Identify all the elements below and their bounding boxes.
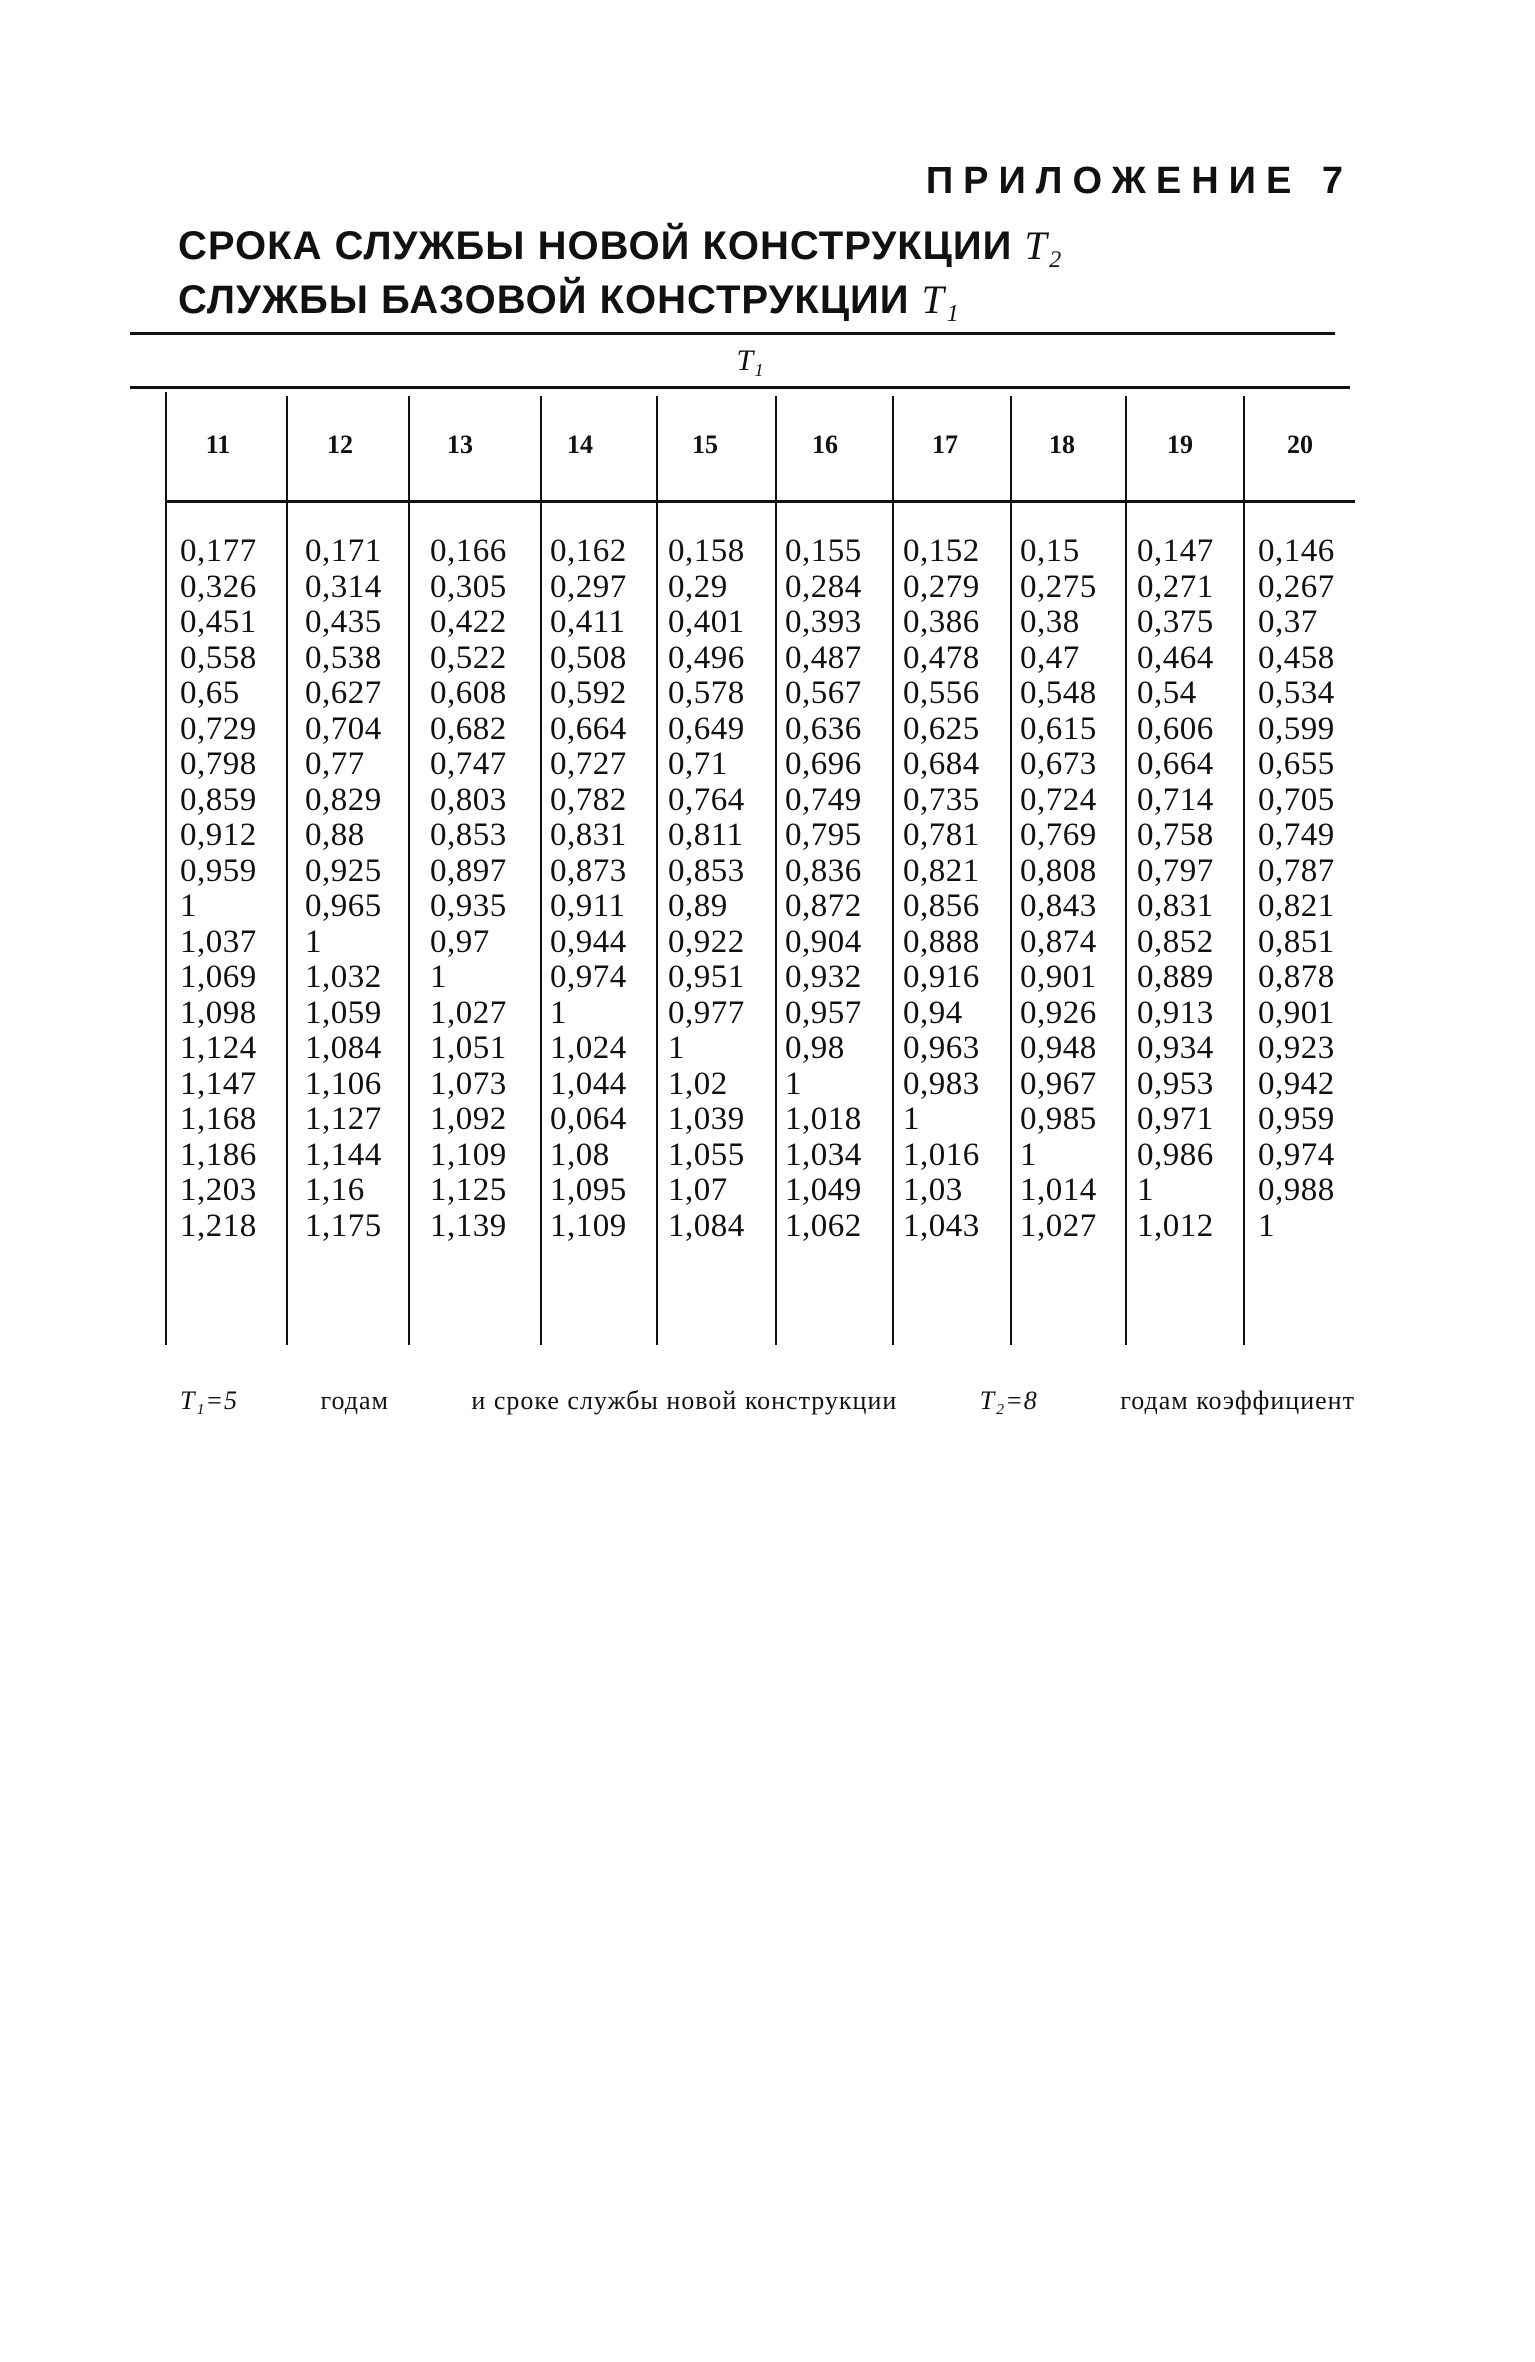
column-header-16: 16	[812, 430, 838, 459]
table-cell: 1,037	[180, 923, 257, 960]
table-cell: 1,186	[180, 1136, 257, 1173]
table-cell: 0,926	[1020, 994, 1097, 1031]
table-cell: 0,29	[668, 568, 728, 605]
table-cell: 0,912	[180, 817, 257, 853]
table-cell: 0,38	[1020, 604, 1080, 640]
table-cell: 0,853	[430, 817, 507, 853]
table-cell: 0,872	[785, 888, 862, 924]
table-cell: 0,275	[1020, 568, 1097, 605]
table-cell: 0,859	[180, 781, 257, 818]
table-cell: 0,77	[305, 746, 365, 782]
table-cell: 0,873	[550, 852, 627, 889]
table-cell: 0,798	[180, 746, 257, 782]
table-cell: 0,608	[430, 675, 507, 711]
table-cell: 0,152	[903, 533, 980, 569]
table-cell: 0,556	[903, 675, 980, 711]
table-cell: 1,043	[903, 1207, 980, 1244]
column-values-18	[1020, 534, 1097, 1244]
column-divider	[656, 396, 658, 1345]
column-divider	[1243, 396, 1245, 1345]
table-top-rule	[130, 332, 1335, 335]
table-cell: 0,959	[180, 852, 257, 889]
table-cell: 0,65	[180, 675, 240, 711]
table-cell: 1,032	[305, 959, 382, 995]
table-cell: 0,934	[1137, 1030, 1214, 1066]
table-cell: 0,922	[668, 923, 745, 960]
table-cell: 1,051	[430, 1030, 507, 1066]
table-cell: 0,889	[1137, 959, 1214, 995]
table-cell: 0,983	[903, 1065, 980, 1102]
table-cell: 0,94	[903, 994, 963, 1031]
table-cell: 1,016	[903, 1136, 980, 1173]
title-line-2-text: СЛУЖБЫ БАЗОВОЙ КОНСТРУКЦИИ	[178, 278, 910, 322]
table-cell: 1,139	[430, 1207, 507, 1244]
table-cell: 0,727	[550, 746, 627, 782]
table-cell: 0,386	[903, 604, 980, 640]
table-cell: 1	[785, 1065, 802, 1102]
column-divider	[1125, 396, 1127, 1345]
column-divider	[165, 392, 167, 1345]
table-cell: 0,508	[550, 639, 627, 676]
title-line-2	[178, 276, 960, 323]
table-cell: 0,538	[305, 639, 382, 676]
table-cell: 0,451	[180, 604, 257, 640]
column-values-12	[305, 534, 382, 1244]
table-cell: 1,084	[305, 1030, 382, 1066]
column-header-13: 13	[447, 430, 473, 459]
table-cell: 0,904	[785, 923, 862, 960]
table-cell: 1,027	[1020, 1207, 1097, 1244]
table-cell: 0,888	[903, 923, 980, 960]
column-header-19: 19	[1167, 430, 1193, 459]
column-header-18: 18	[1049, 430, 1075, 459]
table-cell: 0,985	[1020, 1101, 1097, 1137]
table-cell: 0,401	[668, 604, 745, 640]
table-cell: 0,696	[785, 746, 862, 782]
table-cell: 0,615	[1020, 710, 1097, 747]
table-cell: 0,435	[305, 604, 382, 640]
table-cell: 0,764	[668, 781, 745, 818]
table-cell: 0,279	[903, 568, 980, 605]
column-divider	[892, 396, 894, 1345]
table-cell: 0,422	[430, 604, 507, 640]
table-cell: 0,829	[305, 781, 382, 818]
table-cell: 0,064	[550, 1101, 627, 1137]
table-cell: 0,948	[1020, 1030, 1097, 1066]
table-cell: 1,012	[1137, 1207, 1214, 1244]
table-cell: 0,664	[550, 710, 627, 747]
table-cell: 0,558	[180, 639, 257, 676]
title-line-1	[178, 222, 1063, 269]
table-cell: 0,146	[1258, 533, 1335, 569]
column-divider	[775, 396, 777, 1345]
table-cell: 0,977	[668, 994, 745, 1031]
table-cell: 1,02	[668, 1065, 728, 1102]
table-cell: 1,08	[550, 1136, 610, 1173]
table-cell: 1,109	[550, 1207, 627, 1244]
table-cell: 0,923	[1258, 1030, 1335, 1066]
appendix-label: ПРИЛОЖЕНИЕ 7	[925, 160, 1353, 202]
table-cell: 0,925	[305, 852, 382, 889]
table-cell: 0,797	[1137, 852, 1214, 889]
table-cell: 0,314	[305, 568, 382, 605]
table-cell: 0,901	[1020, 959, 1097, 995]
table-cell: 0,957	[785, 994, 862, 1031]
table-cell: 0,284	[785, 568, 862, 605]
table-cell: 0,625	[903, 710, 980, 747]
table-cell: 1	[668, 1030, 685, 1066]
table-cell: 0,967	[1020, 1065, 1097, 1102]
column-values-13	[430, 534, 507, 1244]
table-cell: 0,98	[785, 1030, 845, 1066]
table-cell: 1,16	[305, 1172, 365, 1208]
table-cell: 1	[903, 1101, 920, 1137]
table-cell: 0,988	[1258, 1172, 1335, 1208]
table-cell: 0,831	[550, 817, 627, 853]
table-cell: 0,684	[903, 746, 980, 782]
table-cell: 1	[180, 888, 197, 924]
column-header-12: 12	[327, 430, 353, 459]
table-cell: 0,769	[1020, 817, 1097, 853]
table-cell: 0,729	[180, 710, 257, 747]
table-cell: 0,821	[903, 852, 980, 889]
table-cell: 0,795	[785, 817, 862, 853]
table-cell: 0,297	[550, 568, 627, 605]
table-cell: 0,682	[430, 710, 507, 747]
table-cell: 1,049	[785, 1172, 862, 1208]
table-cell: 0,974	[1258, 1136, 1335, 1173]
table-cell: 0,714	[1137, 781, 1214, 818]
table-cell: 0,487	[785, 639, 862, 676]
table-cell: 1,024	[550, 1030, 627, 1066]
footnote-t1: T₁=5	[180, 1386, 239, 1415]
group-header-rule	[130, 386, 1350, 389]
table-cell: 1,147	[180, 1065, 257, 1102]
column-values-19	[1137, 534, 1214, 1244]
table-cell: 0,47	[1020, 639, 1080, 676]
table-cell: 0,911	[550, 888, 626, 924]
table-cell: 0,162	[550, 533, 627, 569]
table-cell: 0,599	[1258, 710, 1335, 747]
table-cell: 1,095	[550, 1172, 627, 1208]
table-cell: 1,125	[430, 1172, 507, 1208]
table-cell: 0,724	[1020, 781, 1097, 818]
table-cell: 1,014	[1020, 1172, 1097, 1208]
table-cell: 1,055	[668, 1136, 745, 1173]
table-cell: 1,098	[180, 994, 257, 1031]
column-divider	[408, 396, 410, 1345]
table-cell: 0,155	[785, 533, 862, 569]
table-cell: 1,059	[305, 994, 382, 1031]
footnote	[180, 1386, 1355, 1416]
table-cell: 1	[430, 959, 447, 995]
table-cell: 1,092	[430, 1101, 507, 1137]
footnote-text-3: годам коэффициент	[1120, 1386, 1355, 1415]
table-cell: 1	[550, 994, 567, 1031]
table-cell: 0,856	[903, 888, 980, 924]
table-cell: 0,853	[668, 852, 745, 889]
table-cell: 0,522	[430, 639, 507, 676]
table-cell: 1,127	[305, 1101, 382, 1137]
table-cell: 0,97	[430, 923, 490, 960]
table-cell: 0,935	[430, 888, 507, 924]
column-values-20	[1258, 534, 1335, 1244]
table-cell: 0,673	[1020, 746, 1097, 782]
table-cell: 0,843	[1020, 888, 1097, 924]
table-cell: 0,548	[1020, 675, 1097, 711]
table-cell: 0,932	[785, 959, 862, 995]
table-cell: 1,069	[180, 959, 257, 995]
footnote-text-1: годам	[320, 1386, 389, 1415]
column-header-17: 17	[932, 430, 958, 459]
table-cell: 0,534	[1258, 675, 1335, 711]
title-line-1-text: СРОКА СЛУЖБЫ НОВОЙ КОНСТРУКЦИИ	[178, 224, 1013, 268]
table-cell: 0,375	[1137, 604, 1214, 640]
table-cell: 0,705	[1258, 781, 1335, 818]
table-cell: 1,034	[785, 1136, 862, 1173]
table-cell: 0,267	[1258, 568, 1335, 605]
table-cell: 0,916	[903, 959, 980, 995]
table-cell: 1,144	[305, 1136, 382, 1173]
table-cell: 1,109	[430, 1136, 507, 1173]
table-cell: 0,88	[305, 817, 365, 853]
table-cell: 1,018	[785, 1101, 862, 1137]
column-values-11	[180, 534, 257, 1244]
column-values-17	[903, 534, 980, 1244]
table-cell: 0,831	[1137, 888, 1214, 924]
table-cell: 0,942	[1258, 1065, 1335, 1102]
table-cell: 0,567	[785, 675, 862, 711]
group-header-label: T₁	[736, 344, 764, 377]
table-cell: 1,084	[668, 1207, 745, 1244]
table-cell: 0,851	[1258, 923, 1335, 960]
table-cell: 0,808	[1020, 852, 1097, 889]
table-cell: 1,203	[180, 1172, 257, 1208]
table-cell: 1,175	[305, 1207, 382, 1244]
column-values-16	[785, 534, 862, 1244]
table-cell: 1,027	[430, 994, 507, 1031]
table-cell: 0,326	[180, 568, 257, 605]
table-cell: 0,89	[668, 888, 728, 924]
table-cell: 1,106	[305, 1065, 382, 1102]
table-cell: 0,749	[1258, 817, 1335, 853]
table-cell: 0,464	[1137, 639, 1214, 676]
table-cell: 0,271	[1137, 568, 1214, 605]
table-cell: 1,073	[430, 1065, 507, 1102]
table-cell: 0,787	[1258, 852, 1335, 889]
table-cell: 0,959	[1258, 1101, 1335, 1137]
footnote-t2: T₂=8	[979, 1386, 1038, 1415]
table-cell: 0,158	[668, 533, 745, 569]
table-cell: 1,03	[903, 1172, 963, 1208]
column-divider	[286, 396, 288, 1345]
table-cell: 0,836	[785, 852, 862, 889]
table-cell: 0,37	[1258, 604, 1318, 640]
table-cell: 1,039	[668, 1101, 745, 1137]
table-cell: 0,747	[430, 746, 507, 782]
table-cell: 1,168	[180, 1101, 257, 1137]
table-cell: 0,874	[1020, 923, 1097, 960]
table-cell: 0,655	[1258, 746, 1335, 782]
column-values-14	[550, 534, 627, 1244]
table-cell: 1,124	[180, 1030, 257, 1066]
table-cell: 0,782	[550, 781, 627, 818]
table-cell: 0,664	[1137, 746, 1214, 782]
table-cell: 0,852	[1137, 923, 1214, 960]
table-cell: 0,758	[1137, 817, 1214, 853]
table-cell: 0,177	[180, 533, 257, 569]
table-cell: 1,07	[668, 1172, 728, 1208]
table-cell: 0,913	[1137, 994, 1214, 1031]
table-cell: 1	[1258, 1207, 1275, 1244]
table-cell: 0,166	[430, 533, 507, 569]
table-cell: 0,953	[1137, 1065, 1214, 1102]
title-line-1-symbol: T₂	[1024, 223, 1063, 268]
title-line-2-symbol: T₁	[921, 277, 960, 322]
column-header-rule	[165, 500, 1355, 503]
table-cell: 1,044	[550, 1065, 627, 1102]
table-cell: 0,458	[1258, 639, 1335, 676]
table-cell: 0,578	[668, 675, 745, 711]
table-cell: 0,811	[668, 817, 744, 853]
table-cell: 0,944	[550, 923, 627, 960]
table-cell: 0,627	[305, 675, 382, 711]
table-cell: 0,496	[668, 639, 745, 676]
column-header-20: 20	[1287, 430, 1313, 459]
table-cell: 1,218	[180, 1207, 257, 1244]
table-cell: 1,062	[785, 1207, 862, 1244]
table-cell: 0,897	[430, 852, 507, 889]
column-header-14: 14	[567, 430, 593, 459]
table-cell: 0,649	[668, 710, 745, 747]
table-cell: 0,974	[550, 959, 627, 995]
table-cell: 0,15	[1020, 533, 1080, 569]
table-cell: 0,636	[785, 710, 862, 747]
table-cell: 0,704	[305, 710, 382, 747]
table-cell: 0,951	[668, 959, 745, 995]
table-cell: 1	[1020, 1136, 1037, 1173]
table-cell: 0,781	[903, 817, 980, 853]
table-cell: 0,478	[903, 639, 980, 676]
table-cell: 1	[305, 923, 322, 960]
table-cell: 0,411	[550, 604, 626, 640]
column-header-15: 15	[692, 430, 718, 459]
table-cell: 0,147	[1137, 533, 1214, 569]
table-cell: 0,986	[1137, 1136, 1214, 1173]
table-cell: 0,305	[430, 568, 507, 605]
table-cell: 0,71	[668, 746, 728, 782]
table-cell: 0,592	[550, 675, 627, 711]
column-divider	[1010, 396, 1012, 1345]
table-cell: 0,606	[1137, 710, 1214, 747]
table-cell: 1	[1137, 1172, 1154, 1208]
table-cell: 0,821	[1258, 888, 1335, 924]
table-cell: 0,971	[1137, 1101, 1214, 1137]
column-divider	[540, 396, 542, 1345]
table-cell: 0,803	[430, 781, 507, 818]
table-cell: 0,171	[305, 533, 382, 569]
table-cell: 0,901	[1258, 994, 1335, 1031]
table-cell: 0,54	[1137, 675, 1197, 711]
table-cell: 0,965	[305, 888, 382, 924]
table-cell: 0,963	[903, 1030, 980, 1066]
table-cell: 0,878	[1258, 959, 1335, 995]
column-header-11: 11	[205, 430, 231, 459]
table-cell: 0,749	[785, 781, 862, 818]
table-cell: 0,735	[903, 781, 980, 818]
footnote-text-2: и сроке службы новой конструкции	[471, 1386, 898, 1415]
column-values-15	[668, 534, 745, 1244]
table-cell: 0,393	[785, 604, 862, 640]
